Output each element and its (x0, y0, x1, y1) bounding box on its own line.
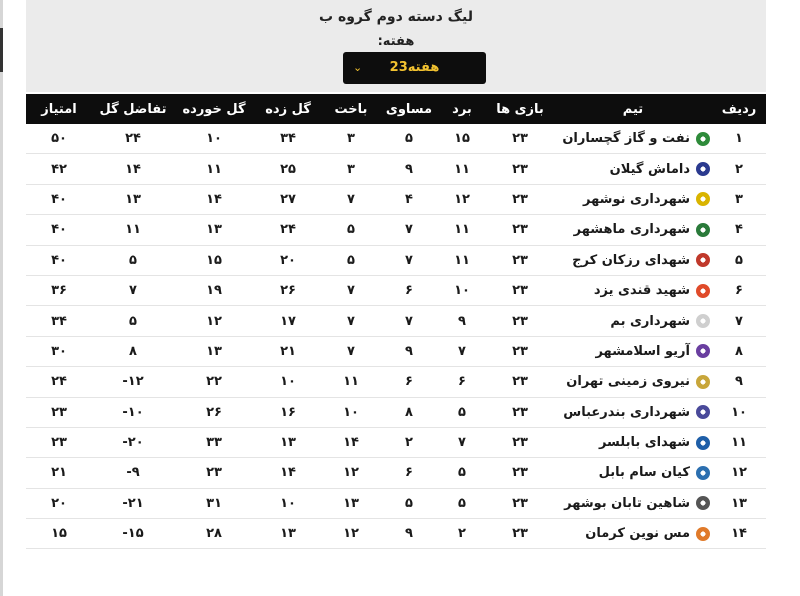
points-cell: ۲۴ (26, 367, 92, 397)
team-cell-content (554, 131, 712, 146)
team-name: شهرداری بم (610, 313, 690, 329)
won-cell: ۱۱ (438, 154, 486, 184)
goals-for-cell: ۲۶ (254, 275, 322, 305)
won-cell: ۱۵ (438, 124, 486, 154)
col-goal-difference: تفاضل گل (92, 94, 174, 124)
team-name: شهدای بابلسر (598, 435, 690, 451)
drawn-cell: ۶ (380, 367, 438, 397)
rank-cell: ۶ (712, 275, 766, 305)
goal-difference-cell: ۲۰- (92, 427, 174, 457)
window-edge-marker (0, 28, 3, 72)
played-cell: ۲۳ (486, 488, 554, 518)
won-cell: ۶ (438, 367, 486, 397)
team-name: نیروی زمینی تهران (566, 374, 690, 390)
league-header (26, 0, 766, 92)
goals-for-cell: ۱۰ (254, 488, 322, 518)
won-cell: ۹ (438, 306, 486, 336)
lost-cell: ۱۲ (322, 519, 380, 549)
table-row (26, 306, 766, 336)
played-cell: ۲۳ (486, 458, 554, 488)
team-cell-content (554, 496, 712, 511)
lost-cell: ۷ (322, 306, 380, 336)
points-cell: ۴۰ (26, 245, 92, 275)
goals-for-cell: ۲۴ (254, 215, 322, 245)
goal-difference-cell: ۷ (92, 275, 174, 305)
team-name: مس نوین کرمان (585, 526, 690, 542)
goals-for-cell: ۲۰ (254, 245, 322, 275)
team-name: شاهین تابان بوشهر (564, 495, 690, 511)
table-row (26, 336, 766, 366)
won-cell: ۱۱ (438, 215, 486, 245)
goal-difference-cell: ۱۲- (92, 367, 174, 397)
team-cell (554, 215, 712, 245)
goals-for-cell: ۱۰ (254, 367, 322, 397)
won-cell: ۱۱ (438, 245, 486, 275)
played-cell: ۲۳ (486, 184, 554, 214)
team-name: نفت و گاز گچساران (562, 131, 690, 147)
team-cell (554, 154, 712, 184)
rank-cell: ۱۰ (712, 397, 766, 427)
goal-difference-cell: ۵ (92, 306, 174, 336)
team-name: شهدای رزکان کرج (572, 252, 690, 268)
won-cell: ۷ (438, 336, 486, 366)
drawn-cell: ۷ (380, 215, 438, 245)
team-cell (554, 275, 712, 305)
shahin-taban-logo-icon (696, 496, 710, 510)
rank-cell: ۱۱ (712, 427, 766, 457)
lost-cell: ۱۲ (322, 458, 380, 488)
drawn-cell: ۶ (380, 458, 438, 488)
col-points: امتیاز (26, 94, 92, 124)
goal-difference-cell: ۱۴ (92, 154, 174, 184)
rank-cell: ۷ (712, 306, 766, 336)
goal-difference-cell: ۱۱ (92, 215, 174, 245)
col-played: بازی ها (486, 94, 554, 124)
drawn-cell: ۶ (380, 275, 438, 305)
week-select-value: هفته23 (389, 60, 440, 75)
league-title: لیگ دسته دوم گروه ب (319, 9, 473, 25)
lost-cell: ۵ (322, 245, 380, 275)
team-cell (554, 397, 712, 427)
table-row (26, 397, 766, 427)
points-cell: ۴۲ (26, 154, 92, 184)
col-team: تیم (554, 94, 712, 124)
rank-cell: ۹ (712, 367, 766, 397)
team-name: شهرداری ماهشهر (573, 222, 690, 238)
goal-difference-cell: ۱۰- (92, 397, 174, 427)
standings-body (26, 124, 766, 549)
team-cell (554, 245, 712, 275)
points-cell: ۲۱ (26, 458, 92, 488)
goal-difference-cell: ۹- (92, 458, 174, 488)
col-drawn: مساوی (380, 94, 438, 124)
goal-difference-cell: ۲۴ (92, 124, 174, 154)
drawn-cell: ۷ (380, 306, 438, 336)
chevron-down-icon: ⌄ (353, 61, 363, 74)
team-cell-content (554, 435, 712, 450)
goals-for-cell: ۱۳ (254, 427, 322, 457)
week-select[interactable] (343, 52, 486, 84)
goal-difference-cell: ۸ (92, 336, 174, 366)
lost-cell: ۱۱ (322, 367, 380, 397)
goal-difference-cell: ۲۱- (92, 488, 174, 518)
niroye-zamini-logo-icon (696, 375, 710, 389)
team-cell-content (554, 162, 712, 177)
shohadaye-babolsar-logo-icon (696, 436, 710, 450)
rank-cell: ۱۳ (712, 488, 766, 518)
played-cell: ۲۳ (486, 124, 554, 154)
window-left-edge (0, 0, 3, 596)
oil-gas-gachsaran-logo-icon (696, 132, 710, 146)
team-name: شهرداری بندرعباس (563, 404, 690, 420)
won-cell: ۷ (438, 427, 486, 457)
team-cell (554, 184, 712, 214)
drawn-cell: ۹ (380, 154, 438, 184)
team-name: داماش گیلان (609, 161, 690, 177)
won-cell: ۵ (438, 488, 486, 518)
points-cell: ۳۴ (26, 306, 92, 336)
played-cell: ۲۳ (486, 397, 554, 427)
drawn-cell: ۵ (380, 124, 438, 154)
table-row (26, 215, 766, 245)
team-cell-content (554, 192, 712, 207)
team-cell (554, 336, 712, 366)
table-row (26, 367, 766, 397)
goals-against-cell: ۱۳ (174, 215, 254, 245)
goals-against-cell: ۱۰ (174, 124, 254, 154)
col-won: برد (438, 94, 486, 124)
played-cell: ۲۳ (486, 275, 554, 305)
shahrdari-nowshahr-logo-icon (696, 192, 710, 206)
table-row (26, 488, 766, 518)
table-row (26, 275, 766, 305)
goals-against-cell: ۱۲ (174, 306, 254, 336)
drawn-cell: ۷ (380, 245, 438, 275)
team-cell (554, 519, 712, 549)
rank-cell: ۱ (712, 124, 766, 154)
drawn-cell: ۵ (380, 488, 438, 518)
drawn-cell: ۴ (380, 184, 438, 214)
damash-gilan-logo-icon (696, 162, 710, 176)
team-name: کیان سام بابل (598, 465, 690, 481)
rank-cell: ۸ (712, 336, 766, 366)
col-rank: ردیف (712, 94, 766, 124)
won-cell: ۵ (438, 397, 486, 427)
team-cell (554, 488, 712, 518)
lost-cell: ۱۴ (322, 427, 380, 457)
goals-against-cell: ۳۳ (174, 427, 254, 457)
team-name: شهید قندی یزد (593, 283, 690, 299)
goals-for-cell: ۱۴ (254, 458, 322, 488)
goals-against-cell: ۱۴ (174, 184, 254, 214)
lost-cell: ۳ (322, 124, 380, 154)
team-cell (554, 367, 712, 397)
team-name: آریو اسلامشهر (595, 343, 690, 359)
points-cell: ۲۳ (26, 427, 92, 457)
points-cell: ۵۰ (26, 124, 92, 154)
points-cell: ۲۳ (26, 397, 92, 427)
played-cell: ۲۳ (486, 367, 554, 397)
goals-against-cell: ۲۳ (174, 458, 254, 488)
team-cell (554, 458, 712, 488)
team-cell-content (554, 374, 712, 389)
goals-against-cell: ۱۵ (174, 245, 254, 275)
goals-against-cell: ۲۶ (174, 397, 254, 427)
team-cell-content (554, 405, 712, 420)
col-goals-for: گل زده (254, 94, 322, 124)
rank-cell: ۴ (712, 215, 766, 245)
shahrdari-bam-logo-icon (696, 314, 710, 328)
lost-cell: ۵ (322, 215, 380, 245)
goals-for-cell: ۱۶ (254, 397, 322, 427)
drawn-cell: ۹ (380, 336, 438, 366)
goals-for-cell: ۳۴ (254, 124, 322, 154)
won-cell: ۲ (438, 519, 486, 549)
won-cell: ۱۲ (438, 184, 486, 214)
table-row (26, 427, 766, 457)
team-cell-content (554, 465, 712, 480)
drawn-cell: ۲ (380, 427, 438, 457)
team-cell-content (554, 222, 712, 237)
goals-for-cell: ۱۷ (254, 306, 322, 336)
standings-header-row (26, 94, 766, 124)
points-cell: ۴۰ (26, 215, 92, 245)
won-cell: ۱۰ (438, 275, 486, 305)
goals-against-cell: ۲۲ (174, 367, 254, 397)
rank-cell: ۵ (712, 245, 766, 275)
points-cell: ۳۰ (26, 336, 92, 366)
points-cell: ۴۰ (26, 184, 92, 214)
lost-cell: ۳ (322, 154, 380, 184)
played-cell: ۲۳ (486, 336, 554, 366)
team-cell (554, 427, 712, 457)
points-cell: ۳۶ (26, 275, 92, 305)
points-cell: ۲۰ (26, 488, 92, 518)
ario-eslamshahr-logo-icon (696, 344, 710, 358)
mes-novin-kerman-logo-icon (696, 527, 710, 541)
table-row (26, 124, 766, 154)
goals-against-cell: ۱۱ (174, 154, 254, 184)
drawn-cell: ۸ (380, 397, 438, 427)
team-cell-content (554, 314, 712, 329)
rank-cell: ۱۲ (712, 458, 766, 488)
team-cell-content (554, 253, 712, 268)
week-label: هفته: (377, 34, 415, 49)
table-row (26, 458, 766, 488)
played-cell: ۲۳ (486, 215, 554, 245)
table-row (26, 154, 766, 184)
lost-cell: ۷ (322, 184, 380, 214)
shahid-ghandi-logo-icon (696, 284, 710, 298)
team-name: شهرداری نوشهر (583, 191, 690, 207)
kian-sam-babol-logo-icon (696, 466, 710, 480)
lost-cell: ۱۰ (322, 397, 380, 427)
goals-against-cell: ۲۸ (174, 519, 254, 549)
won-cell: ۵ (438, 458, 486, 488)
played-cell: ۲۳ (486, 519, 554, 549)
goals-against-cell: ۱۳ (174, 336, 254, 366)
team-cell (554, 306, 712, 336)
goal-difference-cell: ۵ (92, 245, 174, 275)
played-cell: ۲۳ (486, 306, 554, 336)
rank-cell: ۳ (712, 184, 766, 214)
team-cell-content (554, 526, 712, 541)
table-row (26, 245, 766, 275)
goals-for-cell: ۲۵ (254, 154, 322, 184)
goals-for-cell: ۲۷ (254, 184, 322, 214)
goals-against-cell: ۳۱ (174, 488, 254, 518)
played-cell: ۲۳ (486, 245, 554, 275)
lost-cell: ۷ (322, 336, 380, 366)
drawn-cell: ۹ (380, 519, 438, 549)
team-cell-content (554, 344, 712, 359)
points-cell: ۱۵ (26, 519, 92, 549)
rank-cell: ۲ (712, 154, 766, 184)
col-lost: باخت (322, 94, 380, 124)
team-cell-content (554, 283, 712, 298)
lost-cell: ۱۳ (322, 488, 380, 518)
table-row (26, 519, 766, 549)
goals-for-cell: ۲۱ (254, 336, 322, 366)
shohadaye-razakan-logo-icon (696, 253, 710, 267)
rank-cell: ۱۴ (712, 519, 766, 549)
standings-table (26, 94, 766, 549)
lost-cell: ۷ (322, 275, 380, 305)
table-row (26, 184, 766, 214)
shahrdari-bandarabbas-logo-icon (696, 405, 710, 419)
goal-difference-cell: ۱۵- (92, 519, 174, 549)
played-cell: ۲۳ (486, 154, 554, 184)
shahrdari-mahshahr-logo-icon (696, 223, 710, 237)
goal-difference-cell: ۱۳ (92, 184, 174, 214)
col-goals-against: گل خورده (174, 94, 254, 124)
goals-for-cell: ۱۳ (254, 519, 322, 549)
played-cell: ۲۳ (486, 427, 554, 457)
team-cell (554, 124, 712, 154)
goals-against-cell: ۱۹ (174, 275, 254, 305)
